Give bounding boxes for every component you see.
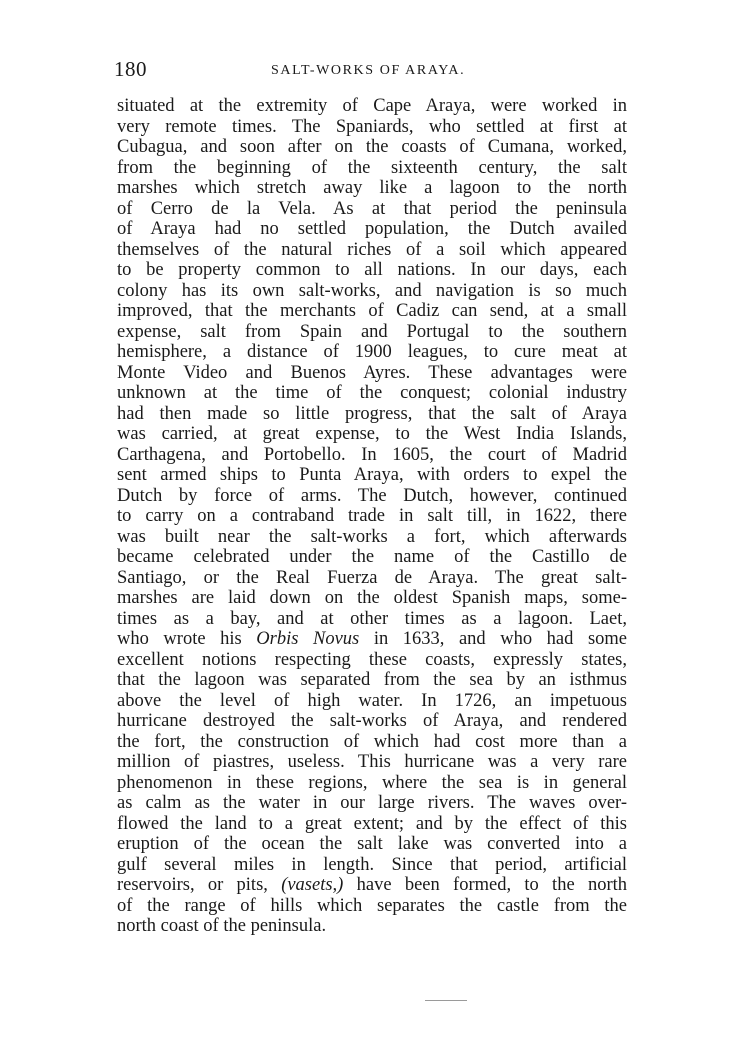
text-segment: reservoirs, or pits,: [117, 875, 282, 895]
text-line: times as a bay, and at other times as a lagoon. Laet,: [117, 608, 627, 629]
text-line: hemisphere, a distance of 1900 leagues, to cure meat at: [117, 342, 627, 362]
text-line: Carthagena, and Portobello. In 1605, the court of Madrid: [117, 444, 627, 465]
text-line: of Araya had no settled population, the Dutch availed: [117, 219, 627, 239]
text-line: Monte Video and Buenos Ayres. These advantages were: [117, 362, 627, 383]
text-line: Dutch by force of arms. The Dutch, however, continued: [117, 485, 627, 506]
text-line: from the beginning of the sixteenth century, the salt: [117, 157, 627, 178]
text-line: was built near the salt-works a fort, which afterwards: [117, 526, 627, 547]
text-segment: have been formed, to the north: [343, 875, 627, 895]
text-line: hurricane destroyed the salt-works of Araya, and rendered: [117, 711, 627, 731]
running-title: SALT-WORKS OF ARAYA.: [271, 63, 466, 78]
text-line: phenomenon in these regions, where the sea is in general: [117, 772, 627, 793]
footer-rule: [425, 1000, 467, 1001]
text-line: became celebrated under the name of the Castillo de: [117, 547, 627, 567]
text-line: above the level of high water. In 1726, an impetuous: [117, 690, 627, 711]
text-line: themselves of the natural riches of a soil which appeared: [117, 239, 627, 260]
book-title-italic: Orbis Novus: [256, 629, 360, 649]
text-line: of Cerro de la Vela. As at that period the peninsula: [117, 198, 627, 219]
text-line: marshes which stretch away like a lagoon to the north: [117, 178, 627, 198]
text-line: eruption of the ocean the salt lake was converted into a: [117, 834, 627, 854]
text-line: very remote times. The Spaniards, who settled at first at: [117, 116, 627, 137]
text-line: expense, salt from Spain and Portugal to the southern: [117, 321, 627, 342]
text-segment: in 1633, and who had some: [359, 629, 627, 649]
text-line: unknown at the time of the conquest; colonial industry: [117, 383, 627, 403]
body-paragraph: [117, 96, 627, 937]
text-line: to carry on a contraband trade in salt till, in 1622, there: [117, 506, 627, 526]
text-line: the fort, the construction of which had cost more than a: [117, 731, 627, 752]
page-number: 180: [114, 57, 147, 81]
term-italic: (vasets,): [281, 875, 344, 895]
text-line: marshes are laid down on the oldest Spanish maps, some-: [117, 588, 627, 608]
text-line: [117, 875, 627, 896]
text-line: excellent notions respecting these coasts, expressly states,: [117, 649, 627, 670]
text-line: Santiago, or the Real Fuerza de Araya. The great salt-: [117, 567, 627, 588]
text-line: was carried, at great expense, to the West India Islands,: [117, 424, 627, 444]
text-line: that the lagoon was separated from the sea by an isthmus: [117, 670, 627, 690]
text-line: colony has its own salt-works, and navigation is so much: [117, 280, 627, 301]
text-line: sent armed ships to Punta Araya, with orders to expel the: [117, 465, 627, 485]
text-line: gulf several miles in length. Since that period, artificial: [117, 854, 627, 875]
text-line: north coast of the peninsula.: [117, 916, 327, 936]
text-line: [117, 629, 627, 650]
text-line: as calm as the water in our large rivers. The waves over-: [117, 793, 627, 813]
text-line: situated at the extremity of Cape Araya, were worked in: [117, 96, 627, 116]
text-line: million of piastres, useless. This hurricane was a very rare: [117, 752, 627, 772]
text-line: improved, that the merchants of Cadiz can send, at a small: [117, 301, 627, 321]
text-line: had then made so little progress, that the salt of Araya: [117, 403, 627, 424]
text-line: flowed the land to a great extent; and by the effect of this: [117, 813, 627, 834]
text-line: to be property common to all nations. In our days, each: [117, 260, 627, 280]
text-line: of the range of hills which separates the castle from the: [117, 895, 627, 916]
text-segment: who wrote his: [117, 629, 257, 649]
text-line: Cubagua, and soon after on the coasts of Cumana, worked,: [117, 137, 627, 157]
